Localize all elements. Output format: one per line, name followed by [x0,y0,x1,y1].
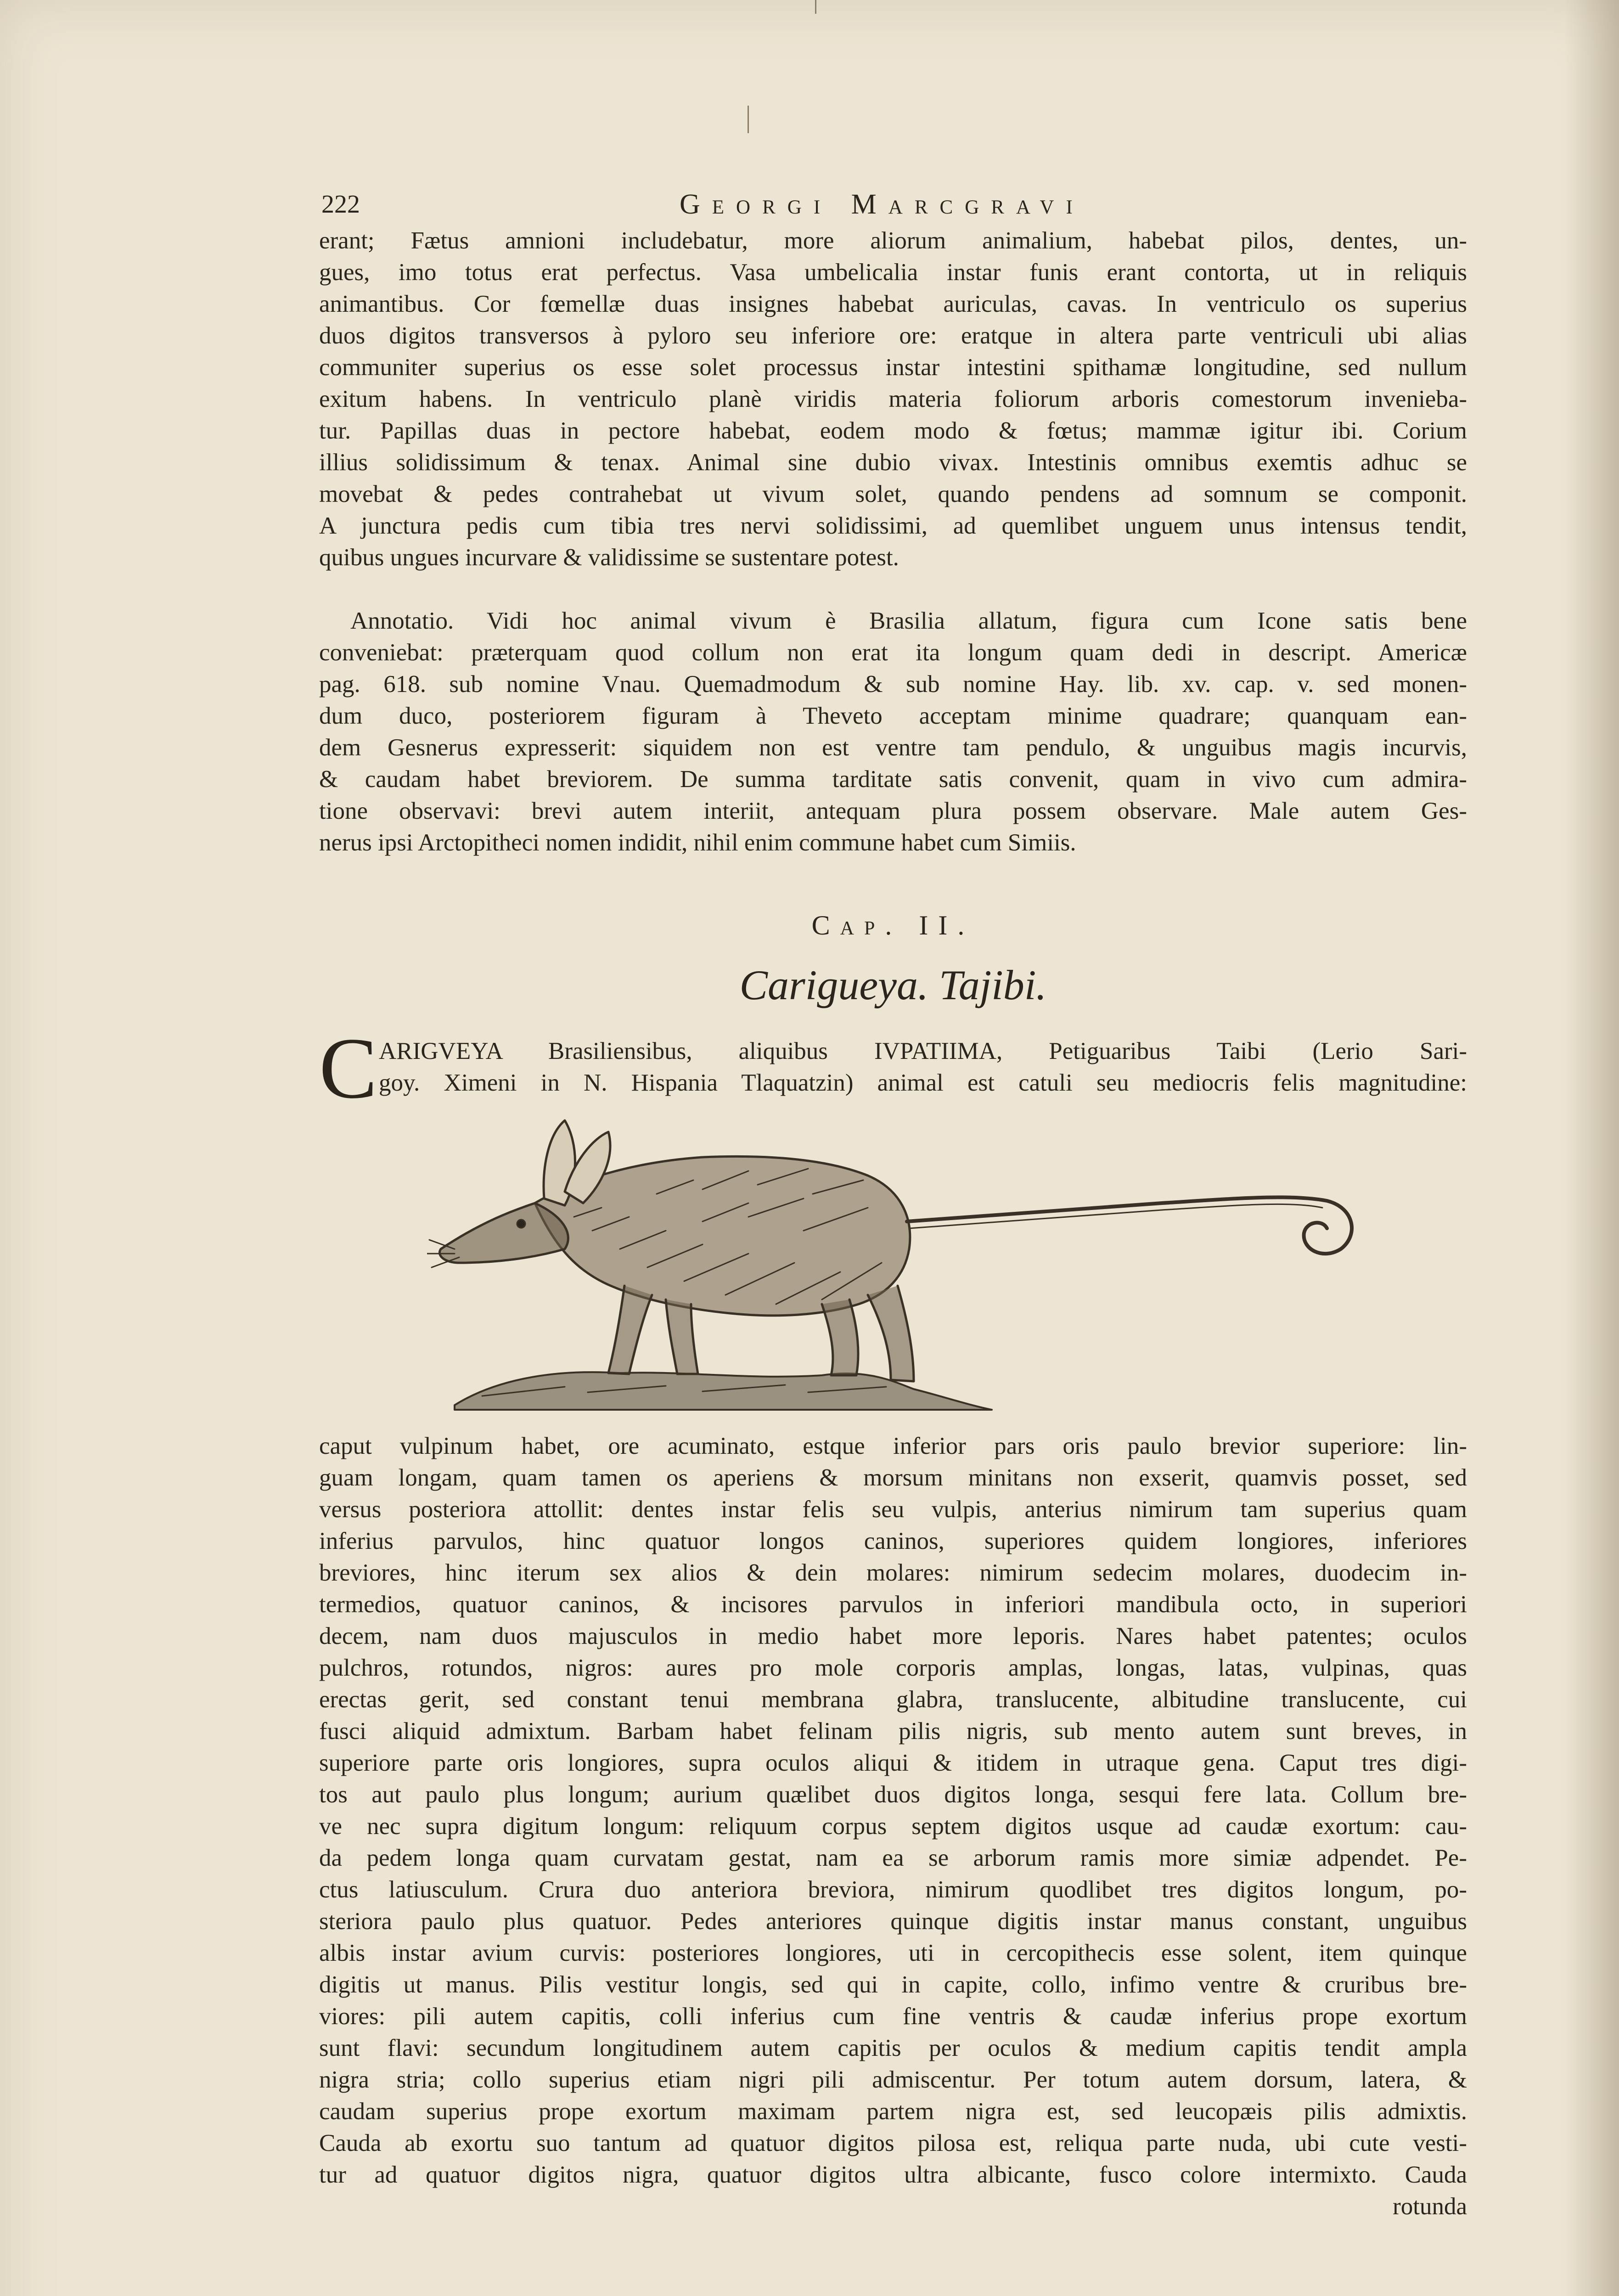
text-line: ARIGVEYA Brasiliensibus, aliquibus IVPATIIMA, Petiguaribus Taibi (Lerio Sari- [379,1038,1467,1064]
woodcut-hind-leg [822,1300,858,1375]
text-line: ve nec supra digitum longum: reliquum corpus septem digitos usque ad caudæ exortum: cau- [319,1813,1467,1840]
text-line: quibus ungues incurvare & validissime se sustentare potest. [319,544,899,571]
text-line: termedios, quatuor caninos, & incisores parvulos in inferiori mandibula octo, in superiori [319,1591,1467,1618]
text-line: tos aut paulo plus longum; aurium quælibet duos digitos longa, sesqui fere lata. Collum bre- [319,1781,1467,1808]
catchword: rotunda [1393,2193,1467,2220]
woodcut-front-leg [608,1286,652,1374]
text-line: movebat & pedes contrahebat ut vivum solet, quando pendens ad somnum se componit. [319,481,1467,507]
text-line: nerus ipsi Arctopitheci nomen indidit, nihil enim commune habet cum Simiis. [319,829,1076,856]
text-line: pulchros, rotundos, nigros: aures pro mole corporis amplas, longas, latas, vulpinas, quas [319,1654,1467,1681]
text-line: goy. Ximeni in N. Hispania Tlaquatzin) animal est catuli seu mediocris felis magnitudine: [379,1069,1467,1096]
text-line: caput vulpinum habet, ore acuminato, estque inferior pars oris paulo brevior superiore: lin- [319,1433,1467,1459]
text-line: & caudam habet breviorem. De summa tarditate satis convenit, quam in vivo cum admira- [319,766,1467,793]
text-line: Cauda ab exortu suo tantum ad quatuor digitos pilosa est, reliqua parte nuda, ubi cute vesti- [319,2130,1467,2156]
text-line: sunt flavi: secundum longitudinem autem capitis per oculos & medium capitis tendit ampla [319,2035,1467,2061]
opening-lines [379,1035,1467,1099]
text-line: tur ad quatuor digitos nigra, quatuor digitos ultra albicante, fusco colore intermixto. Cauda [319,2161,1467,2188]
chapter-opening [319,1020,1467,1117]
annotatio-paragraph [319,605,1467,859]
chapter-title: Carigueya. Tajibi. [739,962,1047,1008]
show-through-mark [748,106,749,133]
text-line: duos digitos transversos à pyloro seu inferiore ore: eratque in altera parte ventriculi ubi alias [319,322,1467,349]
show-through-mark [815,0,816,14]
woodcut-hind-leg [868,1286,914,1381]
text-line: dum duco, posteriorem figuram à Theveto acceptam minime quadrare; quanquam ean- [319,703,1467,729]
text-line: communiter superius os esse solet processus instar intestini spithamæ longitudine, sed nullum [319,354,1467,381]
text-line: dem Gesnerus expresserit: siquidem non est ventre tam pendulo, & unguibus magis incurvis, [319,734,1467,761]
header-title: Georgi Marcgravi [680,189,1085,220]
chapter-number: Cap. II. [811,910,975,940]
text-line: nigra stria; collo superius etiam nigri pili admiscentur. Per totum autem dorsum, latera, & [319,2066,1467,2093]
text-line: conveniebat: præterquam quod collum non erat ita longum quam dedi in descript. Americæ [319,639,1467,666]
paragraph-fetus [319,225,1467,574]
text-line: versus posteriora attollit: dentes instar felis seu vulpis, anterius nimirum tam superius quam [319,1496,1467,1523]
text-line: pag. 618. sub nomine Vnau. Quemadmodum & sub nomine Hay. lib. xv. cap. v. sed monen- [319,671,1467,698]
woodcut-front-leg [666,1300,698,1374]
running-head [321,186,1469,223]
description-paragraph [319,1430,1467,2223]
text-line: gues, imo totus erat perfectus. Vasa umbelicalia instar funis erant contorta, ut in reliquis [319,259,1467,286]
woodcut-tail [907,1197,1352,1254]
opossum-woodcut-illustration [427,1111,1364,1414]
text-line: erant; Fætus amnioni includebatur, more aliorum animalium, habebat pilos, dentes, un- [319,227,1467,254]
opossum-woodcut [427,1111,1364,1414]
text-line: erectas gerit, sed constant tenui membrana glabra, translucente, albitudine translucente, cui [319,1686,1467,1713]
page-number: 222 [321,190,360,219]
text-line: Annotatio. Vidi hoc animal vivum è Brasilia allatum, figura cum Icone satis bene [350,608,1467,634]
text-line: da pedem longa quam curvatam gestat, nam ea se arborum ramis more simiæ adpendet. Pe- [319,1845,1467,1871]
text-line: A junctura pedis cum tibia tres nervi solidissimi, ad quemlibet unguem unus intensus tendit, [319,512,1467,539]
text-line: albis instar avium curvis: posteriores longiores, uti in cercopithecis esse solent, item quinque [319,1940,1467,1966]
gutter-shadow [1564,0,1619,2296]
text-line: superiore parte oris longiores, supra oculos aliqui & itidem in utraque gena. Caput tres digi- [319,1750,1467,1776]
text-line: guam longam, quam tamen os aperiens & morsum minitans non exserit, quamvis posset, sed [319,1464,1467,1491]
text-line: caudam superius prope exortum maximam partem nigra est, sed leucopæis pilis admixtis. [319,2098,1467,2125]
drop-cap: C [319,1020,377,1117]
text-line: steriora paulo plus quatuor. Pedes anteriores quinque digitis instar manus constant, unguibus [319,1908,1467,1935]
text-line: fusci aliquid admixtum. Barbam habet felinam pilis nigris, sub mento autem sunt breves, in [319,1718,1467,1745]
text-line: digitis ut manus. Pilis vestitur longis, sed qui in capite, collo, infimo ventre & cruribus bre- [319,1971,1467,1998]
woodcut-head [439,1203,568,1263]
woodcut-eye [517,1220,525,1228]
text-line: ctus latiusculum. Crura duo anteriora breviora, nimirum quodlibet tres digitos longum, po- [319,1876,1467,1903]
text-line: animantibus. Cor fœmellæ duas insignes habebat auriculas, cavas. In ventriculo os superius [319,291,1467,317]
text-line: breviores, hinc iterum sex alios & dein molares: nimirum sedecim molares, duodecim in- [319,1559,1467,1586]
text-line: decem, nam duos majusculos in medio habet more leporis. Nares habet patentes; oculos [319,1623,1467,1649]
text-line: tione observavi: brevi autem interiit, antequam plura possem observare. Male autem Ges- [319,798,1467,824]
text-line: exitum habens. In ventriculo planè viridis materia foliorum arboris comestorum inveniebа- [319,386,1467,412]
text-line: viores: pili autem capitis, colli inferius cum fine ventris & caudæ inferius prope exortum [319,2003,1467,2030]
text-line: inferius parvulos, hinc quatuor longos caninos, superiores quidem longiores, inferiores [319,1528,1467,1554]
text-line: tur. Papillas duas in pectore habebat, eodem modo & fœtus; mammæ igitur ibi. Corium [319,417,1467,444]
text-line: illius solidissimum & tenax. Animal sine dubio vivax. Intestinis omnibus exemtis adhuc se [319,449,1467,476]
